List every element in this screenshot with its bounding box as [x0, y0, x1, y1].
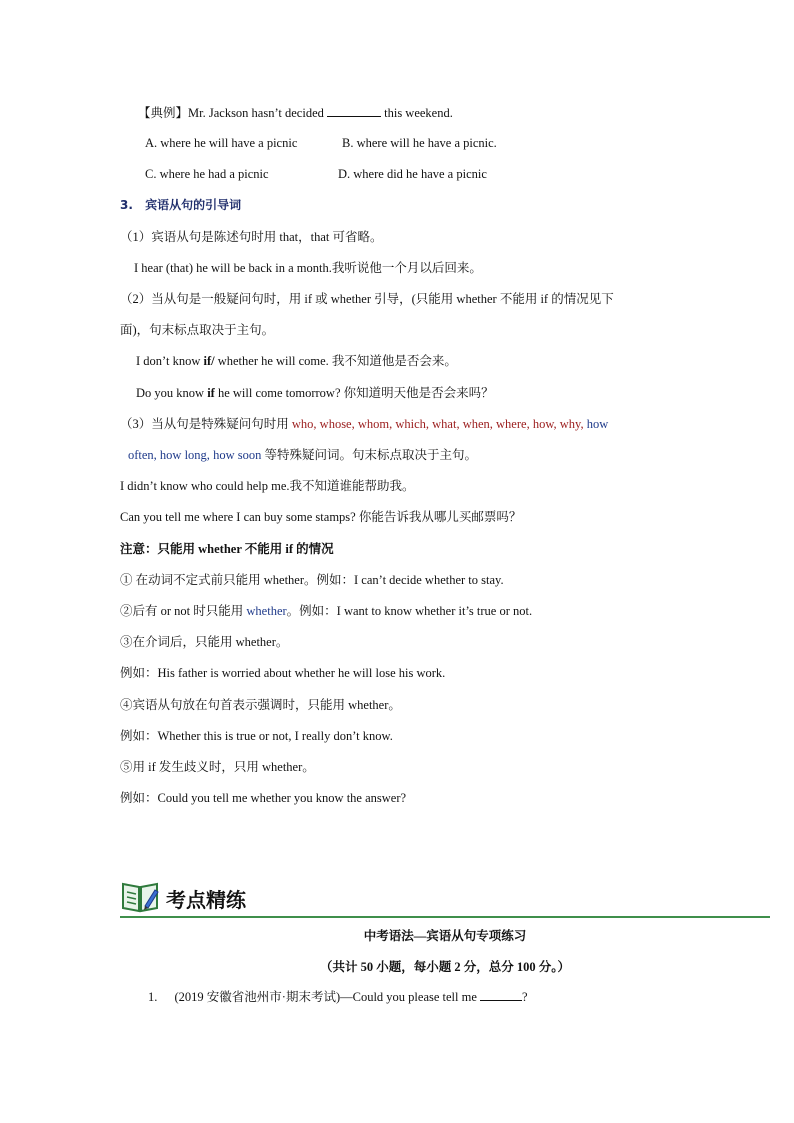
example-stem-after: this weekend. [384, 106, 453, 120]
rule-1-example: I hear (that) he will be back in a month.我听说他一个月以后回来。 [134, 261, 482, 275]
rule-2-example-1 [136, 353, 457, 369]
rule-2-line-2: 面)，句末标点取决于主句。 [120, 323, 275, 337]
example-stem-before: Mr. Jackson hasn’t decided [188, 106, 324, 120]
example-stem [138, 104, 453, 121]
section-3-title: 宾语从句的引导词 [145, 198, 242, 212]
rule-3-question-words: who, whose, whom, which, what, when, where, how, why, [291, 417, 584, 431]
note-item-5-example: 例如：Could you tell me whether you know the answer? [120, 791, 407, 805]
practice-heading: 考点精练 [166, 888, 246, 912]
rule-3-often-howlong: often, how long, [128, 448, 210, 462]
rule-3-line-1 [120, 416, 608, 432]
option-b: B. where will he have a picnic. [342, 136, 497, 150]
note-item-4-example: 例如：Whether this is true or not, I really don’t know. [120, 729, 393, 743]
section-3-number: 3. [120, 198, 133, 212]
rule-3-example-2: Can you tell me where I can buy some stamps? 你能告诉我从哪儿买邮票吗？ [120, 510, 522, 524]
option-a: A. where he will have a picnic [145, 136, 298, 150]
rule-2-ex1-part-a: I don’t know [136, 354, 204, 368]
rule-3-example-1: I didn’t know who could help me.我不知道谁能帮助我。 [120, 479, 415, 493]
rule-2-ex1-part-c: whether he will come. 我不知道他是否会来。 [214, 354, 457, 368]
practice-subtitle: 中考语法—宾语从句专项练习 [363, 929, 527, 943]
note-item-2-c: 。例如：I want to know whether it’s true or not. [286, 604, 533, 618]
section-3-heading [120, 197, 241, 213]
section-divider [120, 916, 770, 918]
note-item-4: ④宾语从句放在句首表示强调时，只能用 whether。 [120, 698, 401, 712]
note-item-1: ① 在动词不定式前只能用 whether。例如：I can’t decide whether to stay. [120, 573, 504, 587]
note-item-3: ③在介词后，只能用 whether。 [120, 635, 289, 649]
question-1-number: 1. [148, 990, 158, 1004]
rule-2-example-2 [136, 385, 494, 401]
question-1-blank [480, 988, 522, 1001]
rule-2-ex2-part-a: Do you know [136, 386, 208, 400]
note-item-5: ⑤用 if 发生歧义时，只用 whether。 [120, 760, 315, 774]
practice-section-header [120, 876, 770, 918]
practice-scoring: （共计 50 小题，每小题 2 分，总分 100 分。） [319, 960, 570, 974]
question-1 [148, 988, 528, 1005]
rule-3-prefix: （3）当从句是特殊疑问句时用 [120, 417, 292, 431]
note-item-2-a: ②后有 or not 时只能用 [120, 604, 247, 618]
rule-2-ex1-bold: if/ [203, 354, 215, 368]
rule-3-line-2 [128, 447, 477, 463]
rule-1: （1）宾语从句是陈述句时用 that，that 可省略。 [120, 230, 383, 244]
book-pencil-icon [120, 878, 160, 914]
rule-2-line-1: （2）当从句是一般疑问句时，用 if 或 whether 引导，(只能用 whether 不能用 if 的情况见下 [120, 292, 614, 306]
option-d: D. where did he have a picnic [338, 167, 487, 181]
note-item-2 [120, 603, 532, 619]
option-c: C. where he had a picnic [145, 167, 269, 181]
question-1-text: (2019 安徽省池州市·期末考试)—Could you please tell me [174, 990, 477, 1004]
rule-2-ex2-part-c: he will come tomorrow? 你知道明天他是否会来吗？ [214, 386, 494, 400]
note-item-2-whether: whether [246, 604, 287, 618]
rule-3-how-soon: how soon [209, 448, 262, 462]
rule-3-rest: 等特殊疑问词。句末标点取决于主句。 [261, 448, 477, 462]
example-tag: 【典例】 [138, 106, 189, 120]
question-1-end: ? [522, 990, 528, 1004]
example-blank [327, 104, 381, 117]
rule-3-how: how [583, 417, 609, 431]
note-item-3-example: 例如：His father is worried about whether he will lose his work. [120, 666, 446, 680]
note-title: 注意：只能用 whether 不能用 if 的情况 [120, 542, 334, 556]
rule-2-ex2-bold: if [207, 386, 215, 400]
